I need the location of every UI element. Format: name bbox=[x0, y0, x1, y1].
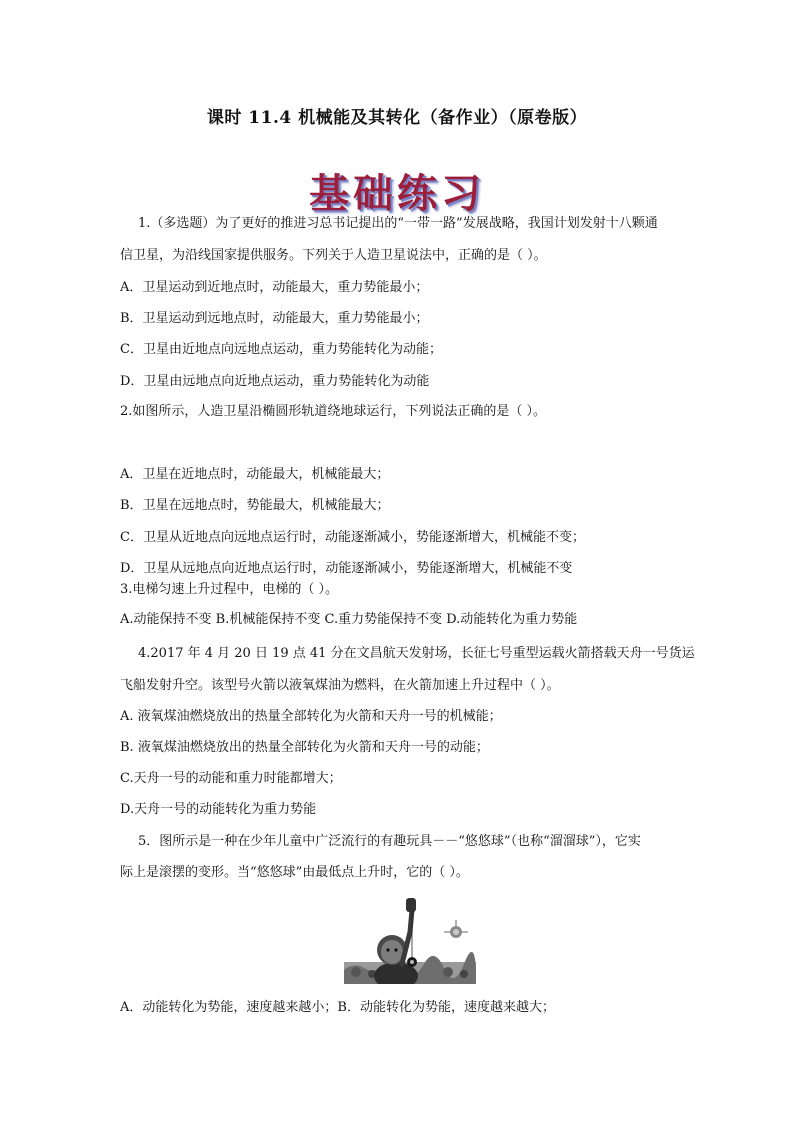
q4-option-d: D.天舟一号的动能转化为重力势能 bbox=[120, 802, 317, 817]
q4-stem-line1: 4.2017 年 4 月 20 日 19 点 41 分在文昌航天发射场，长征七号重型运载火箭搭载天舟一号货运 bbox=[138, 646, 695, 661]
q3-stem: 3.电梯匀速上升过程中，电梯的（ ）。 bbox=[120, 582, 339, 597]
q4-option-b: B. 液氧煤油燃烧放出的热量全部转化为火箭和天舟一号的动能； bbox=[120, 740, 489, 755]
q5-stem-line2: 际上是滚摆的变形。当“悠悠球”由最低点上升时，它的（ ）。 bbox=[120, 865, 469, 880]
q4-option-c: C.天舟一号的动能和重力时能都增大； bbox=[120, 771, 342, 786]
q2-stem: 2.如图所示，人造卫星沿椭圆形轨道绕地球运行，下列说法正确的是（ ）。 bbox=[120, 404, 547, 419]
q2-option-c: C．卫星从近地点向远地点运行时，动能逐渐减小，势能逐渐增大，机械能不变； bbox=[120, 530, 585, 545]
q1-stem-line1: 1.（多选题）为了更好的推进习总书记提出的“一带一路”发展战略，我国计划发射十八颗通 bbox=[138, 216, 658, 231]
q1-option-d: D．卫星由远地点向近地点运动，重力势能转化为动能 bbox=[120, 374, 430, 389]
q4-option-a: A. 液氧煤油燃烧放出的热量全部转化为火箭和天舟一号的机械能； bbox=[120, 709, 502, 724]
q1-option-b: B．卫星运动到远地点时，动能最大，重力势能最小； bbox=[120, 311, 429, 326]
q2-option-d: D．卫星从远地点向近地点运行时，动能逐渐减小，势能逐渐增大，机械能不变 bbox=[120, 561, 573, 576]
q5-stem-line1: 5．图所示是一种在少年儿童中广泛流行的有趣玩具－－“悠悠球”（也称“溜溜球”），它实 bbox=[138, 834, 641, 849]
q2-option-b: B．卫星在远地点时，势能最大，机械能最大； bbox=[120, 498, 390, 513]
q5-options: A．动能转化为势能，速度越来越小；B．动能转化为势能，速度越来越大； bbox=[120, 1000, 555, 1015]
q1-stem-line2: 信卫星，为沿线国家提供服务。下列关于人造卫星说法中，正确的是（ ）。 bbox=[120, 248, 547, 263]
q2-option-a: A．卫星在近地点时，动能最大，机械能最大； bbox=[120, 467, 390, 482]
page-title: 课时 11.4 机械能及其转化（备作业）（原卷版） bbox=[206, 108, 588, 128]
yoyo-photo bbox=[344, 892, 476, 984]
section-banner: 基础练习 bbox=[309, 171, 485, 217]
q4-stem-line2: 飞船发射升空。该型号火箭以液氧煤油为燃料，在火箭加速上升过程中（ ）。 bbox=[120, 678, 560, 693]
q3-options: A.动能保持不变 B.机械能保持不变 C.重力势能保持不变 D.动能转化为重力势能 bbox=[120, 612, 578, 627]
q1-option-c: C．卫星由近地点向远地点运动，重力势能转化为动能； bbox=[120, 342, 442, 357]
q1-option-a: A．卫星运动到近地点时，动能最大，重力势能最小； bbox=[120, 280, 429, 295]
